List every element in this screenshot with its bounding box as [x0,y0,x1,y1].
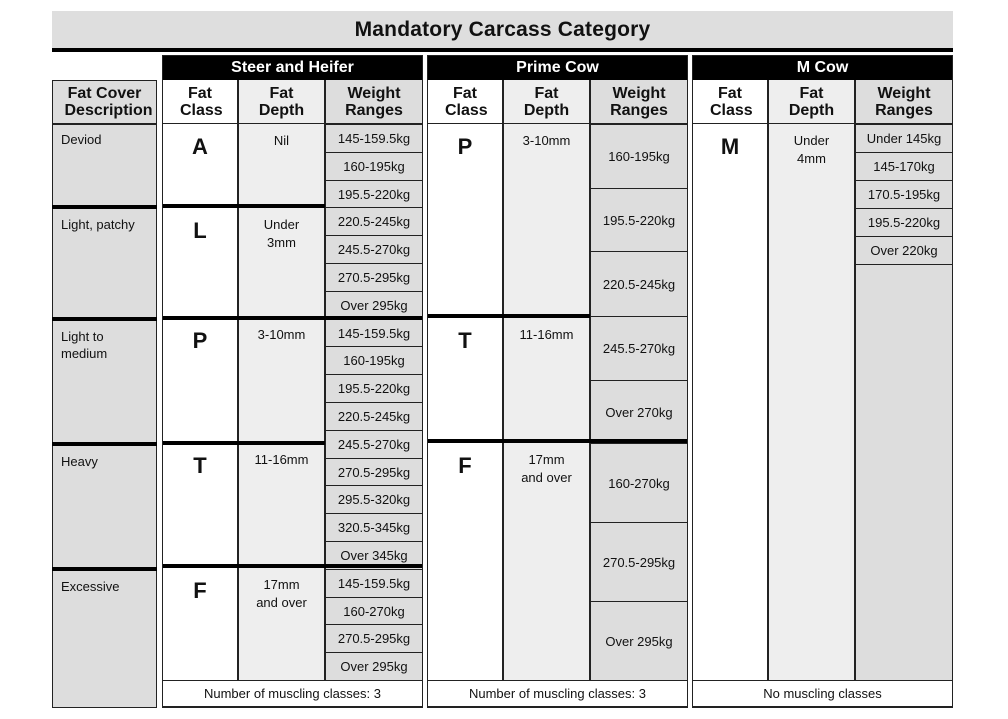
fat-depth-column [768,123,855,681]
fat-cover-column [52,80,157,708]
fat-class-m: M [720,134,740,159]
weight-range-cell: 270.5-295kg [325,624,423,653]
weight-range-cell: 195.5-220kg [590,188,688,252]
weight-range-cell: 295.5-320kg [325,485,423,514]
fat-class-header [427,80,503,124]
fat-depth-value [503,318,590,344]
fat-class-header-label: Fat Class [445,84,488,119]
weight-range-cell: Over 295kg [590,601,688,681]
description-heavy: Heavy [61,454,98,469]
fat-depth-text: Under 4mm [793,133,830,166]
m-cow-header: M Cow [692,55,953,80]
fat-depth-value [238,568,325,612]
weight-range-cell: Over 295kg [325,291,423,320]
weight-range-cell: 145-159.5kg [325,319,423,347]
weight-range-cell: 270.5-295kg [325,263,423,292]
fat-depth-header-label: Fat Depth [523,84,570,119]
weight-ranges-header [855,80,953,124]
weight-range-cell: 160-195kg [325,346,423,375]
fat-class-p: P [457,134,473,159]
weight-ranges-header-label: Weight Ranges [610,84,668,119]
fat-cover-header-label: Fat Cover Description [64,85,153,119]
weight-range-cell: 145-159.5kg [325,124,423,153]
weight-range-cell: 220.5-245kg [325,402,423,431]
weight-range-cell: 170.5-195kg [855,180,953,209]
weight-range-cell: 160-195kg [590,124,688,189]
fat-cover-header [52,80,157,124]
weight-range-cell: 220.5-245kg [325,207,423,236]
fat-class-a: A [192,134,208,159]
weight-ranges-header-label: Weight Ranges [875,84,933,119]
fat-depth-header [503,80,590,124]
weight-range-cell: 145-159.5kg [325,569,423,598]
prime-cow-header: Prime Cow [427,55,688,80]
steer-and-heifer-muscling-footer: Number of muscling classes: 3 [162,680,423,707]
fat-depth-text: 11-16mm [519,327,574,342]
weight-range-cell: 195.5-220kg [325,180,423,208]
fat-class-header-label: Fat Class [710,84,753,119]
fat-depth-value [238,443,325,469]
weight-range-cell: Over 220kg [855,236,953,265]
prime-cow-muscling-footer: Number of muscling classes: 3 [427,680,688,707]
page-title: Mandatory Carcass Category [52,11,953,48]
fat-depth-header [238,80,325,124]
fat-class-column [692,123,768,681]
fat-depth-value [768,124,855,168]
fat-depth-text: 17mm and over [521,452,572,485]
fat-depth-header-label: Fat Depth [258,84,305,119]
weight-range-cell: 220.5-245kg [590,251,688,317]
fat-depth-value [503,124,590,150]
fat-class-column [427,123,503,681]
description-deviod: Deviod [61,132,102,147]
fat-depth-value [238,124,325,150]
fat-class-p: P [192,328,208,353]
weight-range-cell: 160-195kg [325,152,423,181]
fat-depth-header [768,80,855,124]
fat-depth-text: Nil [273,133,290,148]
weight-range-cell: 245.5-270kg [325,235,423,264]
weight-range-cell: 160-270kg [325,597,423,625]
weight-range-cell: 270.5-295kg [590,522,688,602]
steer-and-heifer-header: Steer and Heifer [162,55,423,80]
fat-depth-header-label: Fat Depth [788,84,835,119]
weight-range-cell: 270.5-295kg [325,458,423,486]
description-excessive: Excessive [61,579,120,594]
fat-depth-text: 11-16mm [254,452,309,467]
fat-depth-value [238,318,325,344]
fat-depth-value [238,208,325,252]
weight-ranges-header [590,80,688,124]
fat-depth-text: 17mm and over [256,577,307,610]
fat-depth-column [503,123,590,681]
weight-range-cell: 245.5-270kg [325,430,423,459]
weight-range-cell: Over 270kg [590,380,688,444]
fat-depth-value [503,443,590,487]
fat-class-t: T [193,453,207,478]
description-light-to-medium: Light to medium [61,329,108,361]
fat-class-l: L [193,218,207,243]
m-cow-muscling-footer: No muscling classes [692,680,953,707]
fat-depth-text: 3-10mm [522,133,571,148]
weight-range-cell: 160-270kg [590,443,688,523]
weight-range-cell: 195.5-220kg [855,208,953,237]
fat-depth-text: 3-10mm [257,327,306,342]
fat-class-header [162,80,238,124]
weight-range-cell: 245.5-270kg [590,316,688,381]
title-divider [52,48,953,52]
fat-class-f: F [458,453,472,478]
weight-ranges-header [325,80,423,124]
fat-class-header-label: Fat Class [180,84,223,119]
weight-range-cell: Over 345kg [325,541,423,570]
weight-range-cell: 320.5-345kg [325,513,423,542]
weight-range-cell: Over 295kg [325,652,423,681]
fat-class-f: F [193,578,207,603]
description-light-patchy: Light, patchy [61,217,135,232]
weight-ranges-header-label: Weight Ranges [345,84,403,119]
weight-range-cell: Under 145kg [855,124,953,153]
fat-class-t: T [458,328,472,353]
fat-class-header [692,80,768,124]
weight-range-cell: 195.5-220kg [325,374,423,403]
weight-range-cell: 145-170kg [855,152,953,181]
fat-depth-text: Under 3mm [263,217,300,250]
